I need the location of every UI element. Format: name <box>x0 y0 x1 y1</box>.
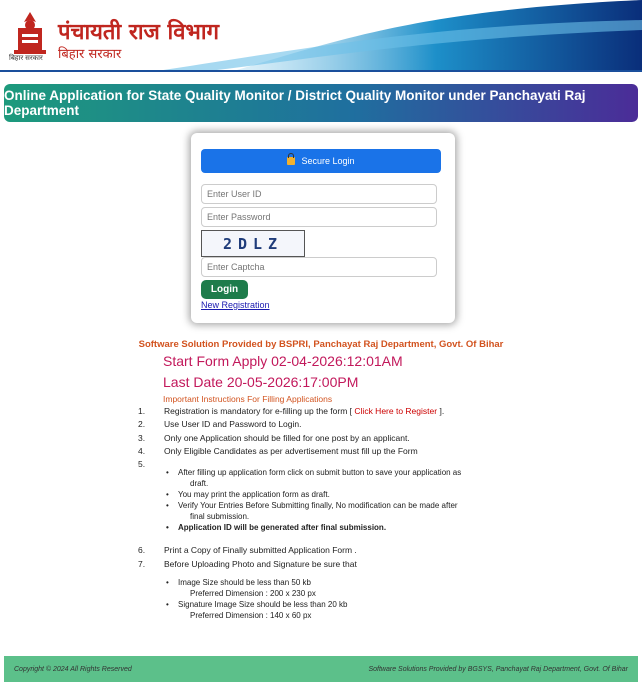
list-number: 3. <box>138 433 146 443</box>
login-panel <box>191 133 455 323</box>
list-number: 7. <box>138 559 146 569</box>
list-text-end: ]. <box>439 406 445 416</box>
list-text: Registration is mandatory for e-filling up the form [ <box>164 406 353 416</box>
password-input[interactable] <box>201 207 437 227</box>
login-button[interactable]: Login <box>201 280 248 299</box>
secure-login-button[interactable] <box>201 149 441 173</box>
list-text: Before Uploading Photo and Signature be sure that <box>164 559 357 569</box>
bullet-continuation: final submission. <box>190 512 250 521</box>
user-id-input[interactable] <box>201 184 437 204</box>
bullet-item: • Image Size should be less than 50 kb <box>178 578 311 587</box>
list-number: 6. <box>138 545 146 555</box>
last-date-text: Last Date 20-05-2026:17:00PM <box>163 374 359 390</box>
start-date-text: Start Form Apply 02-04-2026:12:01AM <box>163 353 403 369</box>
list-number: 2. <box>138 419 146 429</box>
captcha-input[interactable] <box>201 257 437 277</box>
site-footer <box>4 656 638 682</box>
click-here-to-register-link[interactable]: Click Here to Register <box>354 406 438 416</box>
bihar-emblem-icon <box>10 8 50 60</box>
list-number: 5. <box>138 459 146 469</box>
bullet-continuation: Preferred Dimension : 140 x 60 px <box>190 611 312 620</box>
department-subtitle: बिहार सरकार <box>58 47 122 62</box>
list-number: 1. <box>138 406 146 416</box>
bullet-item: • Signature Image Size should be less than 20 kb <box>178 600 347 609</box>
department-title: पंचायती राज विभाग <box>58 20 219 45</box>
list-text: Only Eligible Candidates as per advertisement must fill up the Form <box>164 446 418 456</box>
site-header <box>0 0 642 72</box>
bullet-item: • After filling up application form click on submit button to save your application as <box>178 468 461 477</box>
provider-text: Software Solution Provided by BSPRI, Panchayat Raj Department, Govt. Of Bihar <box>138 339 504 350</box>
banner-title: Online Application for State Quality Monitor / District Quality Monitor under Panchayati Raj Department <box>4 88 586 118</box>
list-number: 4. <box>138 446 146 456</box>
bullet-item: • You may print the application form as draft. <box>178 490 330 499</box>
bullet-continuation: draft. <box>190 479 209 488</box>
instructions-title: Important Instructions For Filling Applications <box>163 394 333 404</box>
bullet-item: • Verify Your Entries Before Submitting finally, No modification can be made after <box>178 501 458 510</box>
list-text: Only one Application should be filled for one post by an applicant. <box>164 433 410 443</box>
list-text: Print a Copy of Finally submitted Application Form . <box>164 545 357 555</box>
secure-login-label: Secure Login <box>301 156 355 166</box>
bullet-continuation: Preferred Dimension : 200 x 230 px <box>190 589 316 598</box>
new-registration-link[interactable]: New Registration <box>201 300 270 310</box>
lock-icon <box>287 157 295 165</box>
list-text: Use User ID and Password to Login. <box>164 419 302 429</box>
emblem-caption: बिहार सरकार <box>9 55 43 62</box>
page-banner <box>4 84 638 122</box>
footer-credit-text: Software Solutions Provided by BGSYS, Panchayat Raj Department, Govt. Of Bihar <box>368 665 628 673</box>
bullet-item: • Application ID will be generated after final submission. <box>178 523 386 532</box>
captcha-image: 2DLZ <box>201 230 305 257</box>
copyright-text: Copyright © 2024 All Rights Reserved <box>14 665 132 673</box>
